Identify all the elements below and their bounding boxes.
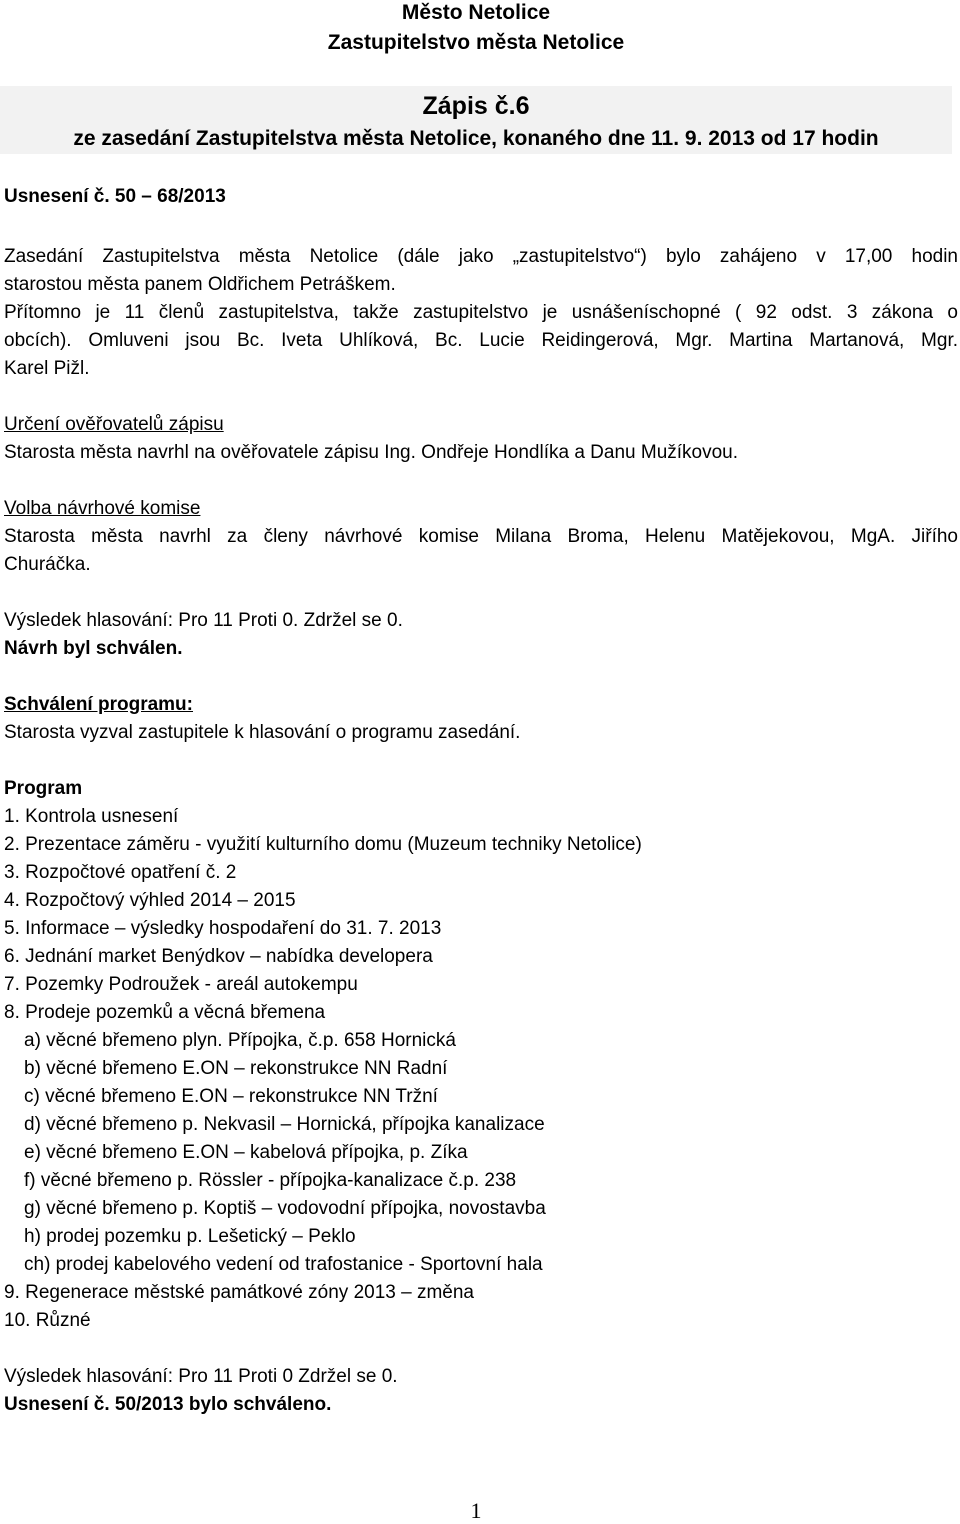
verifiers-heading: Určení ověřovatelů zápisu <box>4 414 224 435</box>
program-item: 10. Různé <box>4 1310 91 1331</box>
intro-line-1: Zasedání Zastupitelstva města Netolice (dále jako „zastupitelstvo“) bylo zahájeno v 17,00 hodin <box>4 246 958 267</box>
intro-line-3: Přítomno je 11 členů zastupitelstva, takže zastupitelstvo je usnášeníschopné ( 92 odst. 3 zákona o <box>4 302 958 323</box>
program-approval-text: Starosta vyzval zastupitele k hlasování o programu zasedání. <box>4 722 521 743</box>
resolutions-range: Usnesení č. 50 – 68/2013 <box>4 186 226 207</box>
minutes-subtitle: ze zasedání Zastupitelstva města Netolice, konaného dne 11. 9. 2013 od 17 hodin <box>73 127 879 150</box>
program-subitem: b) věcné břemeno E.ON – rekonstrukce NN Radní <box>24 1058 448 1079</box>
program-item: 3. Rozpočtové opatření č. 2 <box>4 862 237 883</box>
final-vote: Výsledek hlasování: Pro 11 Proti 0 Zdržel se 0. <box>4 1366 398 1387</box>
final-result: Usnesení č. 50/2013 bylo schváleno. <box>4 1394 332 1415</box>
program-item: 8. Prodeje pozemků a věcná břemena <box>4 1002 326 1023</box>
committee-result: Návrh byl schválen. <box>4 638 183 659</box>
program-item: 9. Regenerace městské památkové zóny 2013 – změna <box>4 1282 474 1303</box>
program-item: 2. Prezentace záměru - využití kulturního domu (Muzeum techniky Netolice) <box>4 834 642 855</box>
program-item: 1. Kontrola usnesení <box>4 806 179 827</box>
program-item: 4. Rozpočtový výhled 2014 – 2015 <box>4 890 296 911</box>
committee-line-2: Churáčka. <box>4 554 91 575</box>
council-name: Zastupitelstvo města Netolice <box>327 31 625 54</box>
intro-line-2: starostou města panem Oldřichem Petráškem. <box>4 274 396 295</box>
program-subitem: h) prodej pozemku p. Lešetický – Peklo <box>24 1226 356 1247</box>
program-item: 6. Jednání market Benýdkov – nabídka developera <box>4 946 433 967</box>
program-subitem: e) věcné břemeno E.ON – kabelová přípojka, p. Zíka <box>24 1142 468 1163</box>
committee-vote: Výsledek hlasování: Pro 11 Proti 0. Zdržel se 0. <box>4 610 403 631</box>
verifiers-text: Starosta města navrhl na ověřovatele zápisu Ing. Ondřeje Hondlíka a Danu Mužíkovou. <box>4 442 739 463</box>
intro-line-5: Karel Pižl. <box>4 358 90 379</box>
program-subitem: a) věcné břemeno plyn. Přípojka, č.p. 658 Hornická <box>24 1030 456 1051</box>
committee-heading: Volba návrhové komise <box>4 498 201 519</box>
committee-line-1: Starosta města navrhl za členy návrhové komise Milana Broma, Helenu Matějekovou, MgA. Jiřího <box>4 526 958 547</box>
program-approval-heading: Schválení programu: <box>4 694 193 715</box>
program-subitem: c) věcné břemeno E.ON – rekonstrukce NN Tržní <box>24 1086 438 1107</box>
program-heading: Program <box>4 778 83 799</box>
program-subitem: d) věcné břemeno p. Nekvasil – Hornická, přípojka kanalizace <box>24 1114 545 1135</box>
program-item: 5. Informace – výsledky hospodaření do 31. 7. 2013 <box>4 918 442 939</box>
page-number: 1 <box>470 1498 482 1523</box>
city-name: Město Netolice <box>401 1 551 24</box>
program-subitem: f) věcné břemeno p. Rössler - přípojka-kanalizace č.p. 238 <box>24 1170 517 1191</box>
program-subitem: g) věcné břemeno p. Koptiš – vodovodní přípojka, novostavba <box>24 1198 546 1219</box>
program-subitem: ch) prodej kabelového vedení od trafostanice - Sportovní hala <box>24 1254 543 1275</box>
minutes-title: Zápis č.6 <box>422 92 530 120</box>
intro-line-4: obcích). Omluveni jsou Bc. Iveta Uhlíková, Bc. Lucie Reidingerová, Mgr. Martina Martanová, Mgr. <box>4 330 958 351</box>
program-item: 7. Pozemky Podroužek - areál autokempu <box>4 974 358 995</box>
